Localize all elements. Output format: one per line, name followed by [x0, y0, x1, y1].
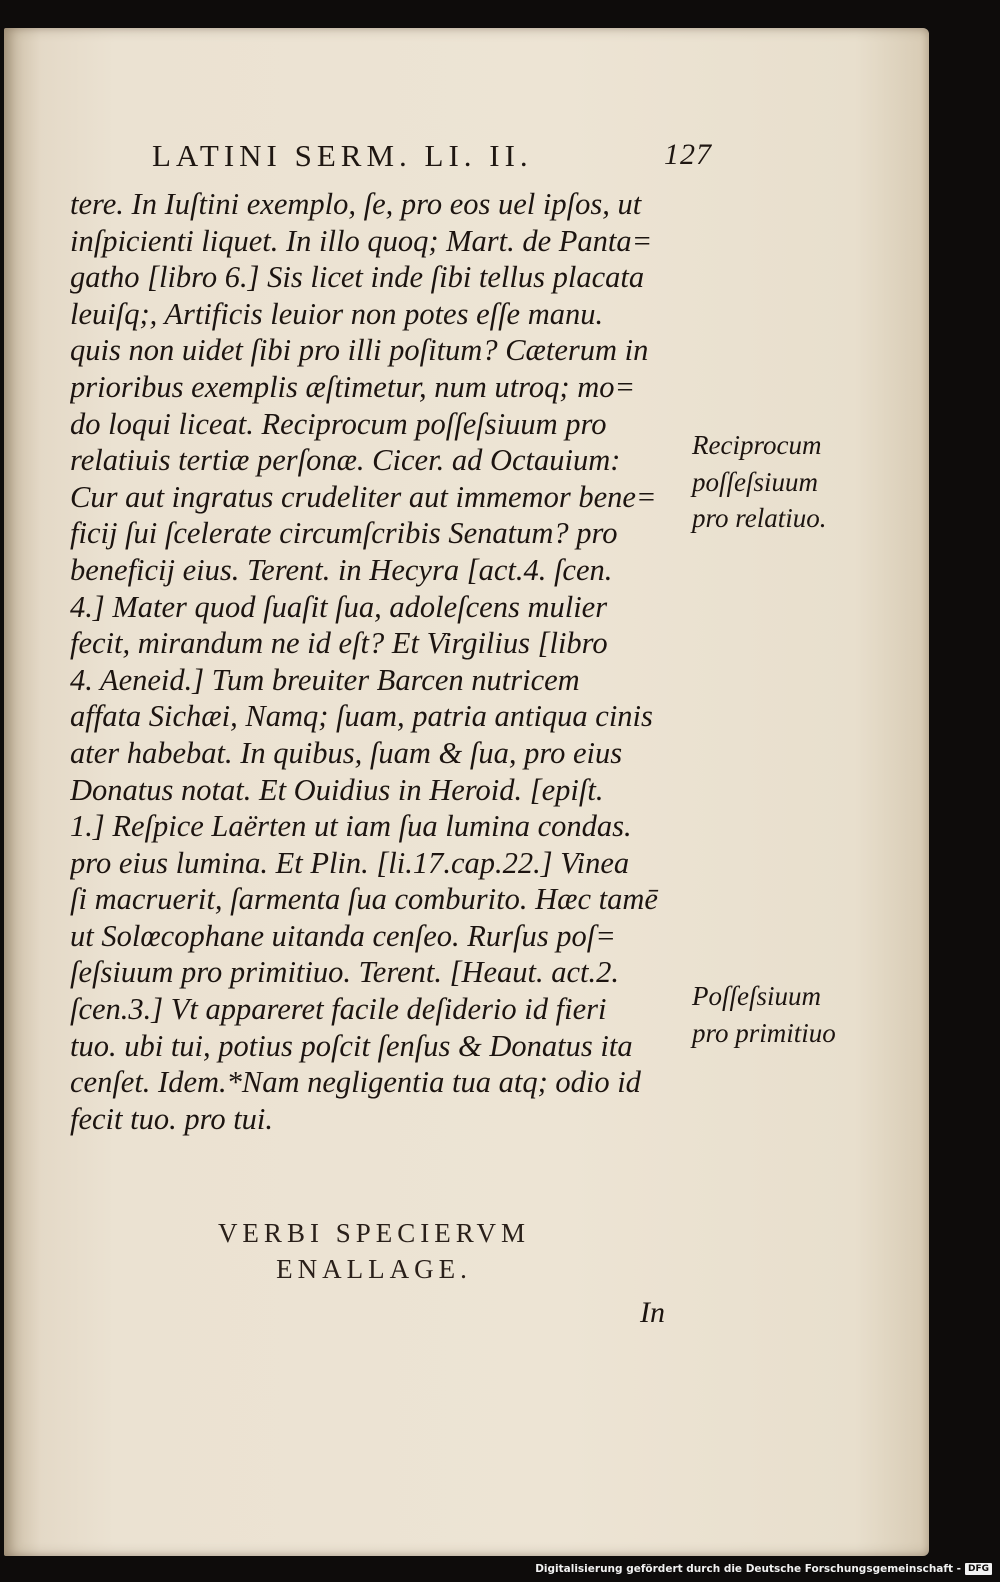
text-line: relatiuis tertiæ perſonæ. Cicer. ad Octauium: [70, 443, 621, 478]
marginal-line: pro primitiuo [692, 1017, 836, 1048]
credit-text: Digitalisierung gefördert durch die Deutsche Forschungsgemeinschaft - [535, 1563, 961, 1575]
text-line: ſcen.3.] Vt appareret facile deſiderio id fieri [70, 992, 607, 1027]
text-line: ficij ſui ſcelerate circumſcribis Senatum? pro [70, 516, 618, 551]
text-line: gatho [libro 6.] Sis licet inde ſibi tellus placata [70, 260, 645, 295]
text-line: ſeſsiuum pro primitiuo. Terent. [Heaut. act.2. [70, 955, 619, 990]
marginal-note-possessiuum [692, 978, 862, 1051]
text-line: 1.] Reſpice Laërten ut iam ſua lumina condas. [70, 809, 632, 844]
text-line: tere. In Iuſtini exemplo, ſe, pro eos uel ipſos, ut [70, 187, 642, 221]
text-line: Donatus notat. Et Ouidius in Heroid. [epiſt. [70, 772, 604, 807]
text-line: pro eius lumina. Et Plin. [li.17.cap.22.] Vinea [70, 845, 630, 880]
book-page [4, 28, 929, 1556]
text-line: fecit, mirandum ne id eſt? Et Virgilius [libro [70, 626, 608, 661]
text-line: 4. Aeneid.] Tum breuiter Barcen nutricem [70, 662, 580, 697]
text-line: do loqui liceat. Reciprocum poſſeſsiuum pro [70, 406, 607, 441]
section-heading-line-2: ENALLAGE. [276, 1254, 472, 1284]
marginal-line: pro relatiuo. [692, 503, 827, 534]
dfg-logo-icon: DFG [965, 1563, 992, 1575]
catchword: In [640, 1296, 665, 1329]
section-heading-line-1: VERBI SPECIERVM [217, 1218, 531, 1248]
text-line: quis non uidet ſibi pro illi poſitum? Cæterum in [70, 333, 649, 368]
marginal-line: Reciprocum [692, 430, 822, 460]
text-line: beneficij eius. Terent. in Hecyra [act.4. ſcen. [70, 552, 613, 587]
text-line: prioribus exemplis æſtimetur, num utroq; mo= [70, 369, 636, 404]
marginal-line: Poſſeſsiuum [692, 981, 821, 1011]
page-number: 127 [664, 138, 712, 171]
text-line: cenſet. Idem.*Nam negligentia tua atq; odio id [70, 1065, 641, 1100]
text-line: ut Solœcophane uitanda cenſeo. Rurſus poſ= [70, 918, 616, 953]
text-line: fecit tuo. pro tui. [70, 1101, 274, 1136]
text-line: affata Sichæi, Namq; ſuam, patria antiqua cinis [70, 699, 653, 734]
text-line: ater habebat. In quibus, ſuam & ſua, pro eius [70, 735, 623, 770]
digitization-credit [535, 1558, 992, 1580]
marginal-line: poſſeſsiuum [692, 466, 818, 497]
marginal-note-reciprocum [692, 427, 862, 537]
text-line: ſi macruerit, ſarmenta ſua comburito. Hæc tamē [70, 882, 658, 917]
main-text-block [70, 186, 695, 1137]
text-line: tuo. ubi tui, potius poſcit ſenſus & Donatus ita [70, 1028, 633, 1063]
text-line: leuiſq;, Artificis leuior non potes eſſe manu. [70, 296, 604, 331]
text-line: 4.] Mater quod ſuaſit ſua, adoleſcens mulier [70, 589, 608, 624]
text-line: inſpicienti liquet. In illo quoq; Mart. de Panta= [70, 223, 653, 258]
text-line: Cur aut ingratus crudeliter aut immemor bene= [70, 479, 657, 514]
running-title: LATINI SERM. LI. II. [152, 138, 533, 173]
running-header [152, 138, 712, 178]
